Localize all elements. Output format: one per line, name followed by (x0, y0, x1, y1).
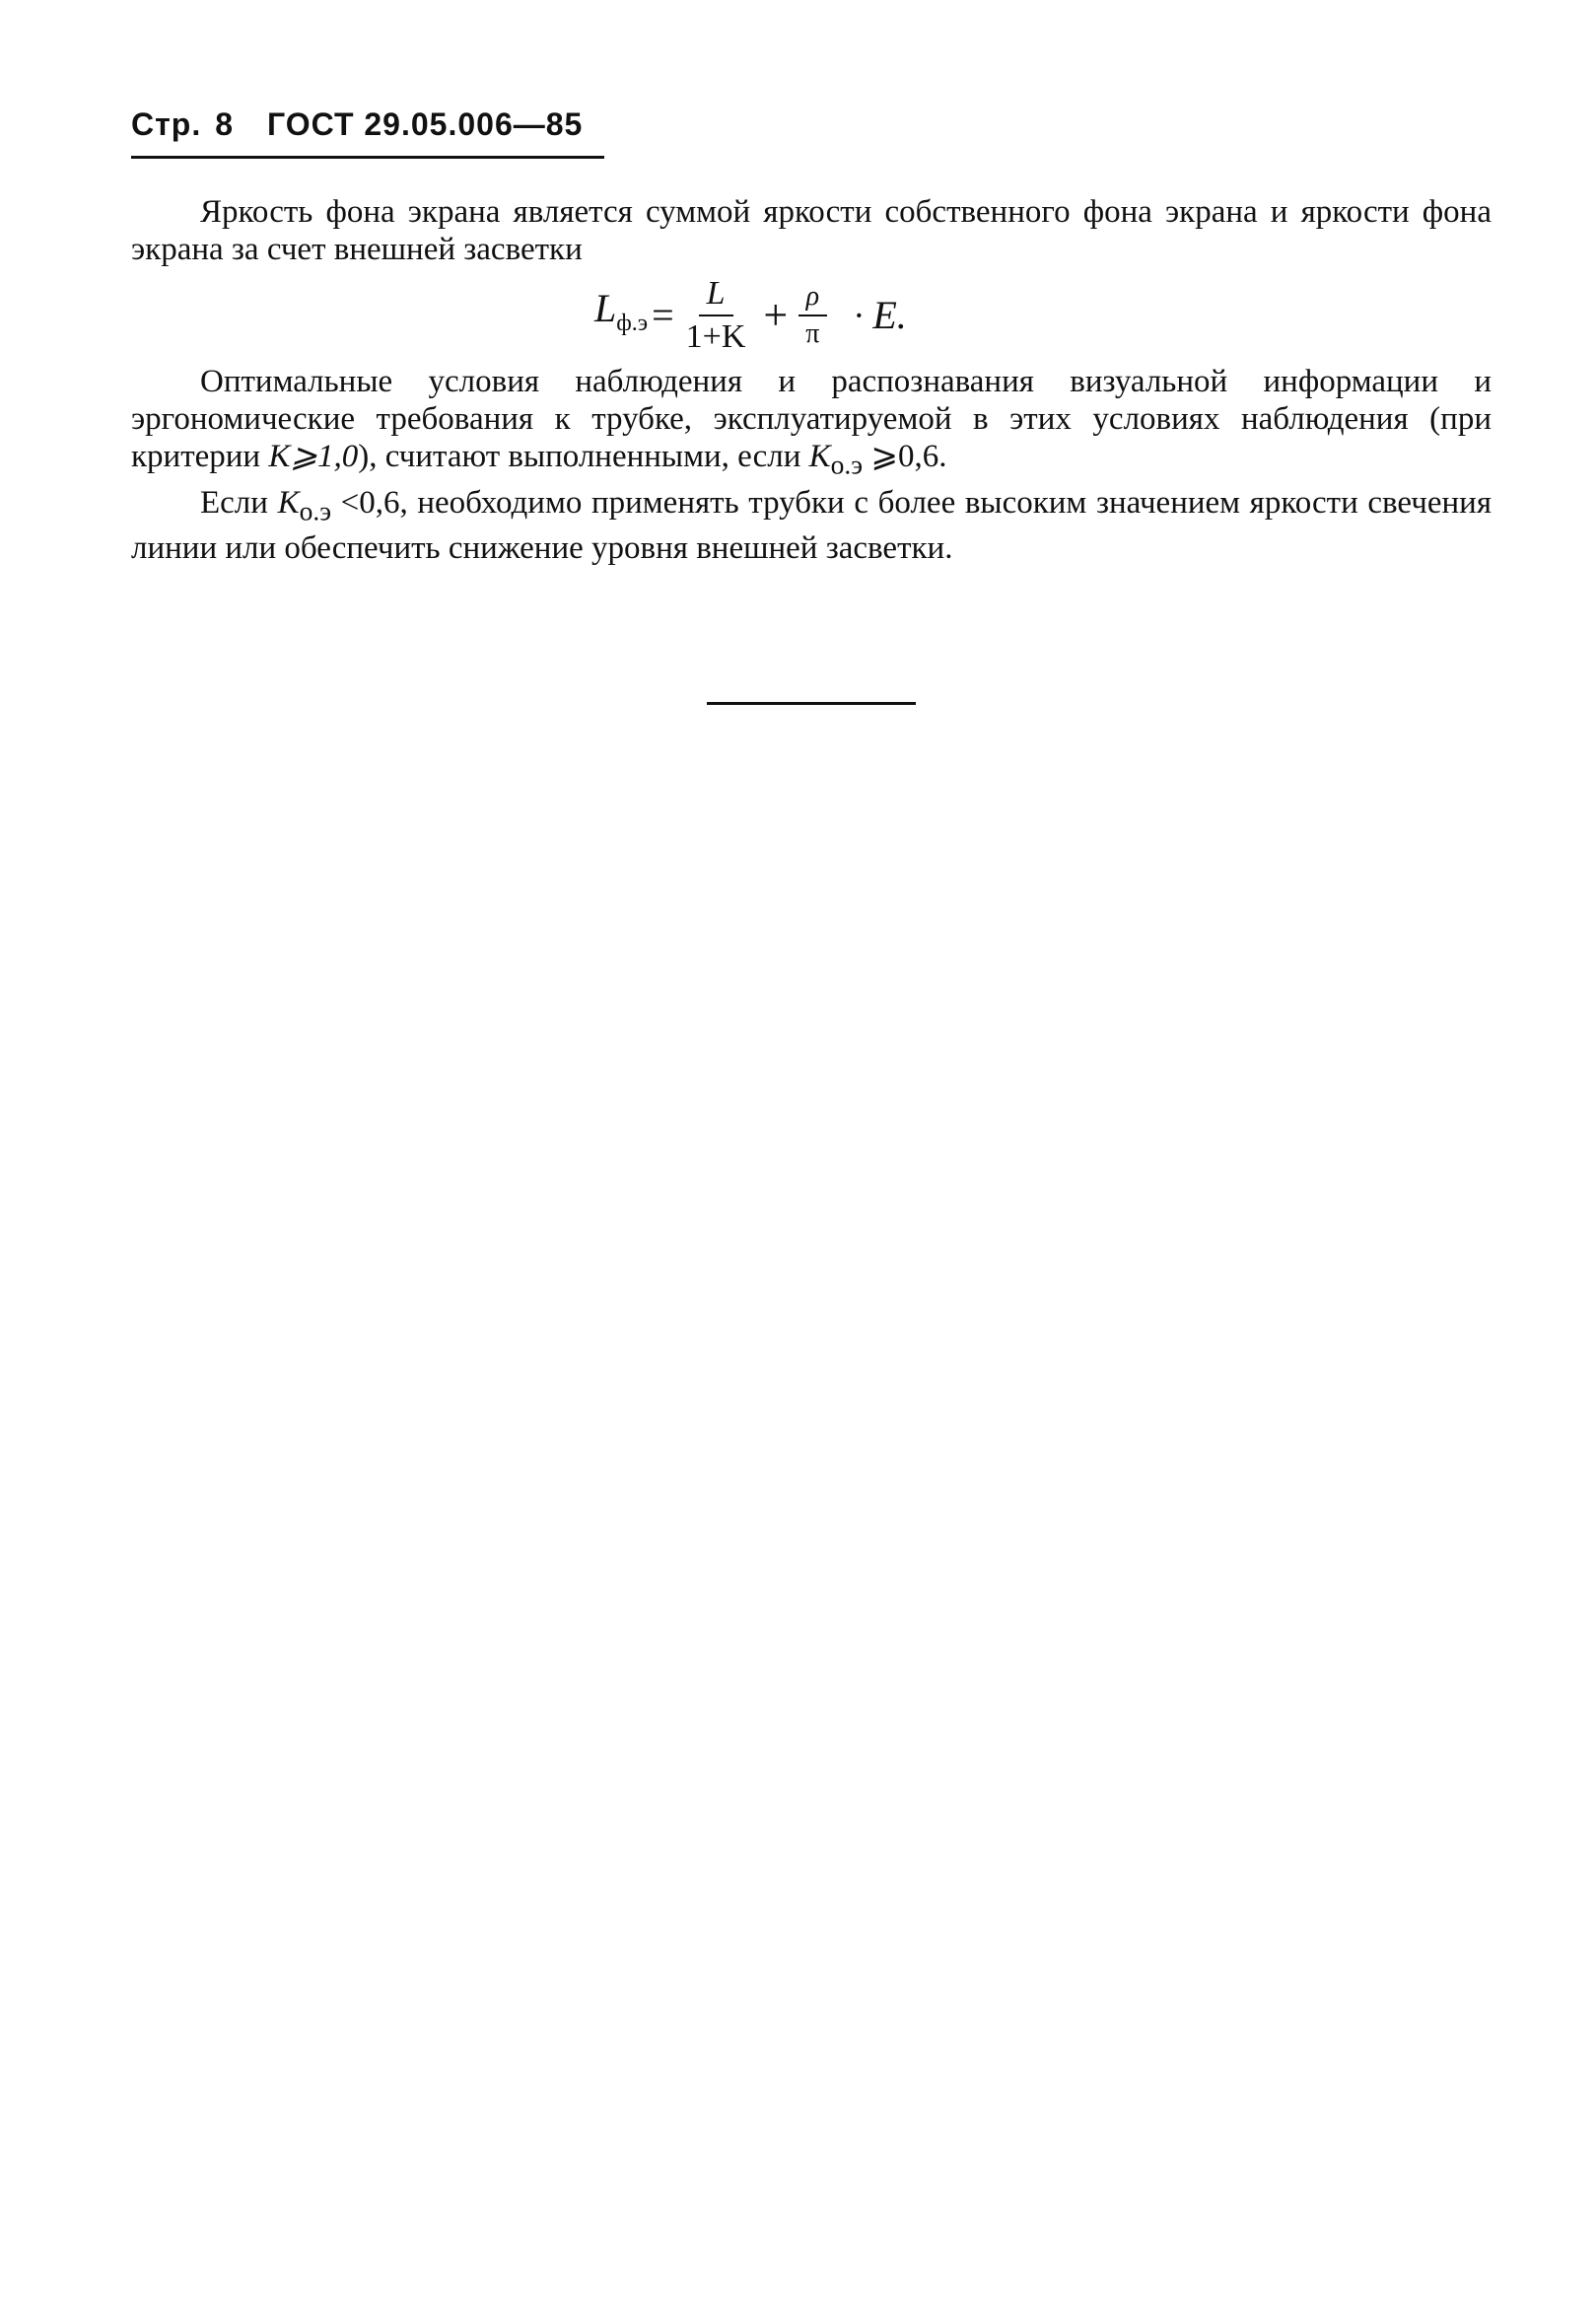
paragraph2-text-2: ), считают выполненными, если (358, 439, 809, 474)
paragraph3-text-1: Если (200, 484, 278, 521)
fraction-2-denominator: π (805, 318, 820, 349)
ko-subscript: о.э (830, 449, 864, 480)
paragraph2-text-1: Оптимальные условия наблюдения и распознавания визуальной информации и эргономические требования к трубке, эксплуатируемой в этих условиях наблюдения (при критерии (131, 364, 1492, 474)
formula-lhs-symbol: L (594, 285, 617, 330)
paragraph-optimal-conditions (131, 363, 1492, 484)
formula-fraction-1 (678, 275, 754, 356)
formula-fraction-2 (798, 281, 827, 350)
formula-plus: + (763, 291, 789, 339)
formula-equals: = (652, 293, 674, 337)
ko-subscript-2: о.э (299, 495, 332, 526)
document-body (131, 193, 1492, 567)
formula-lhs (594, 285, 649, 342)
header-underline (131, 156, 604, 159)
ko-symbol: K (808, 439, 831, 474)
paragraph-insufficient-contrast (131, 484, 1492, 568)
fraction-1-denominator (678, 316, 754, 356)
fraction-1-denominator-text: 1+K (685, 318, 746, 355)
standard-designation: ГОСТ 29.05.006—85 (267, 106, 584, 142)
paragraph-screen-background-luminance: Яркость фона экрана является суммой яркости собственного фона экрана и яркости фона экрана за счет внешней засветки (131, 194, 1492, 267)
ko-symbol-2: K (277, 484, 300, 521)
formula-multiply-dot: · (853, 296, 866, 335)
page-number: 8 (215, 106, 235, 142)
paragraph2-text-3: ⩾0,6. (863, 439, 947, 474)
criterion-k: K⩾1,0 (268, 439, 359, 474)
fraction-1-numerator: L (699, 275, 733, 316)
page-header (131, 106, 583, 158)
luminance-formula (131, 270, 1492, 361)
fraction-2-numerator: ρ (798, 281, 827, 316)
formula-lhs-subscript: ф.э (616, 310, 649, 336)
end-of-text-rule (707, 702, 916, 705)
paragraph3-text-2: <0,6, необходимо применять трубки с более высоким значением яркости свечения линии или обеспечить снижение уровня внешней засветки. (131, 484, 1492, 567)
formula-illuminance: E. (872, 293, 907, 337)
page-label: Стр. (131, 106, 202, 142)
